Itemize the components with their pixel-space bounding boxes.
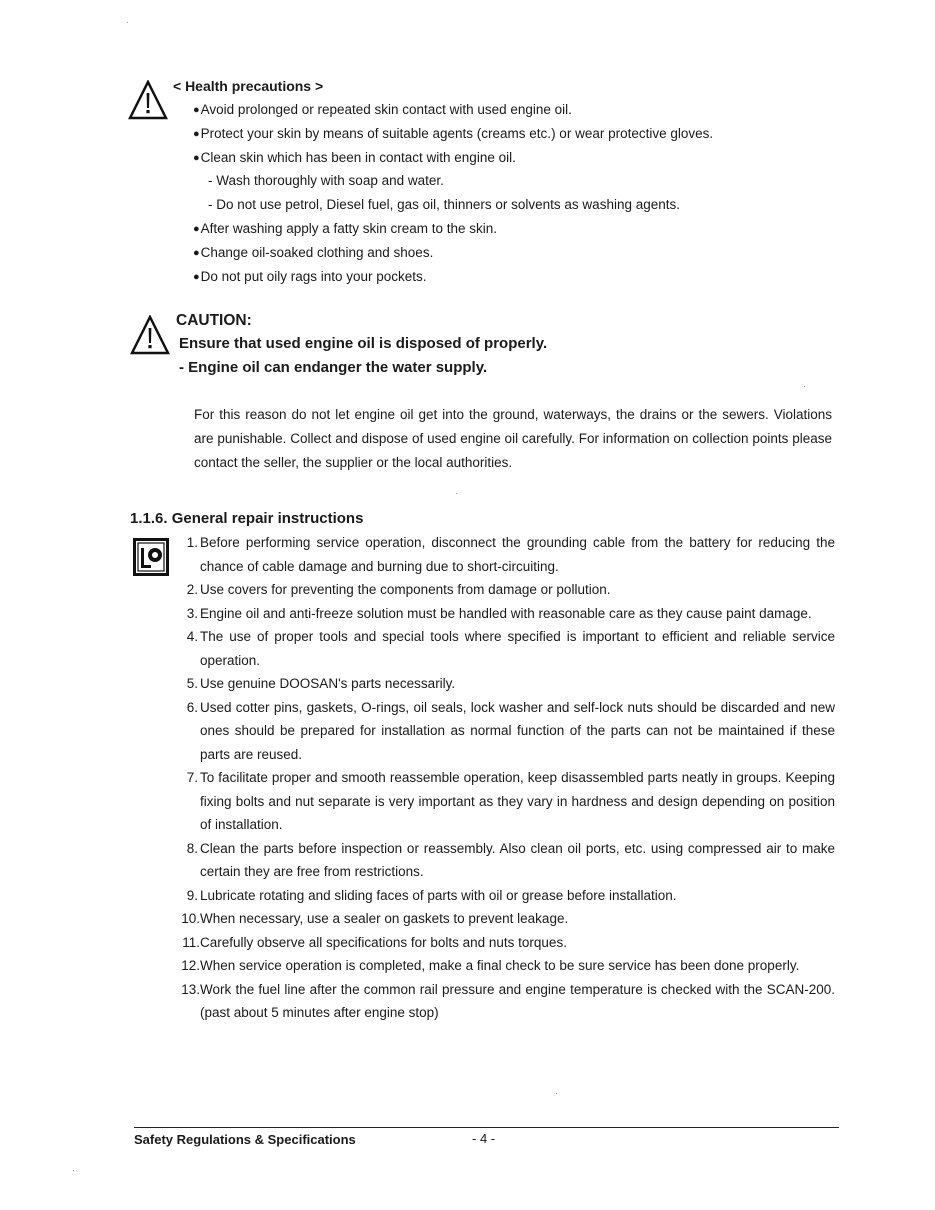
health-item-text: - Wash thoroughly with soap and water. bbox=[208, 173, 444, 189]
repair-step-number: 5. bbox=[186, 676, 198, 691]
bullet-dot-icon: ● bbox=[193, 246, 200, 259]
repair-step-text: Work the fuel line after the common rail pressure and engine temperature is checked with the SCAN-200. (past about 5 minutes after engine stop) bbox=[200, 981, 835, 1020]
repair-step bbox=[176, 531, 835, 578]
footer-divider bbox=[134, 1127, 839, 1128]
repair-step-number: 2. bbox=[186, 582, 198, 597]
repair-step-number: 10. bbox=[181, 911, 200, 926]
repair-instructions-list bbox=[176, 531, 835, 1025]
repair-step-text: The use of proper tools and special tools where specified is important to efficient and reliable service operation. bbox=[200, 629, 835, 668]
health-bullet-item bbox=[193, 146, 713, 170]
health-precautions-list bbox=[193, 98, 713, 288]
repair-step-text: Used cotter pins, gaskets, O-rings, oil seals, lock washer and self-lock nuts should be discarded and new ones should be prepared for installation as normal function of the parts can not be maintained if these parts are reused. bbox=[200, 699, 835, 762]
section-title-general-repair: 1.1.6. General repair instructions bbox=[130, 510, 364, 527]
repair-step-text: Lubricate rotating and sliding faces of parts with oil or grease before installation. bbox=[200, 887, 677, 903]
bullet-dot-icon: ● bbox=[193, 270, 200, 283]
repair-step-number: 12. bbox=[181, 958, 200, 973]
repair-step-number: 13. bbox=[181, 981, 200, 997]
health-item-text: - Do not use petrol, Diesel fuel, gas oil, thinners or solvents as washing agents. bbox=[208, 197, 680, 213]
repair-step-number: 3. bbox=[186, 605, 198, 621]
health-item-text: Protect your skin by means of suitable agents (creams etc.) or wear protective gloves. bbox=[200, 125, 714, 141]
caution-line-disposal: Ensure that used engine oil is disposed of properly. bbox=[179, 335, 548, 352]
repair-step-text: To facilitate proper and smooth reassemble operation, keep disassembled parts neatly in groups. Keeping fixing bolts and nut separate is very important as they vary in hardness and design depending on position of installation. bbox=[200, 770, 835, 832]
repair-step-text: When service operation is completed, make a final check to be sure service has been done properly. bbox=[200, 958, 800, 973]
repair-step-number: 11. bbox=[182, 934, 200, 950]
scan-speck bbox=[127, 22, 128, 23]
footer-section-name: Safety Regulations & Specifications bbox=[134, 1132, 356, 1147]
repair-step-text: Carefully observe all specifications for bolts and nuts torques. bbox=[200, 934, 567, 950]
health-bullet-item bbox=[193, 98, 713, 122]
health-sub-item bbox=[193, 169, 713, 193]
repair-step-text: Use genuine DOOSAN's parts necessarily. bbox=[200, 676, 456, 691]
repair-step-text: Before performing service operation, disconnect the grounding cable from the battery for reducing the chance of cable damage and burning due to short-circuiting. bbox=[200, 535, 835, 574]
health-precautions-title: < Health precautions > bbox=[173, 78, 324, 94]
repair-step bbox=[176, 625, 835, 672]
caution-title: CAUTION: bbox=[176, 312, 252, 329]
caution-triangle-icon bbox=[130, 315, 170, 355]
repair-step bbox=[176, 766, 835, 837]
health-bullet-item bbox=[193, 265, 713, 289]
repair-step bbox=[176, 954, 835, 978]
bullet-dot-icon: ● bbox=[193, 151, 200, 164]
repair-step-number: 1. bbox=[186, 535, 198, 550]
health-bullet-item bbox=[193, 217, 713, 241]
scan-speck bbox=[73, 1170, 74, 1171]
health-item-text: Change oil-soaked clothing and shoes. bbox=[200, 244, 434, 260]
health-item-text: Do not put oily rags into your pockets. bbox=[200, 268, 427, 284]
bullet-dot-icon: ● bbox=[193, 127, 200, 140]
repair-step bbox=[176, 672, 835, 696]
disposal-paragraph: For this reason do not let engine oil get into the ground, waterways, the drains or the sewers. Violations are punishable. Collect and dispose of used engine oil carefully. For information on collection points please contact the seller, the supplier or the local authorities. bbox=[194, 407, 832, 470]
repair-step bbox=[176, 884, 835, 908]
scan-speck bbox=[556, 1093, 557, 1094]
footer-page-number: - 4 - bbox=[472, 1131, 496, 1146]
repair-step bbox=[176, 578, 835, 602]
repair-step bbox=[176, 931, 835, 955]
repair-step-number: 4. bbox=[186, 629, 198, 644]
bullet-dot-icon: ● bbox=[193, 222, 200, 235]
repair-step-text: Engine oil and anti-freeze solution must be handled with reasonable care as they cause paint damage. bbox=[200, 605, 812, 621]
health-sub-item bbox=[193, 193, 713, 217]
repair-step bbox=[176, 837, 835, 884]
repair-step bbox=[176, 602, 835, 626]
health-bullet-item bbox=[193, 122, 713, 146]
repair-manual-icon bbox=[133, 538, 169, 576]
repair-step-number: 8. bbox=[186, 840, 198, 856]
repair-step-text: Use covers for preventing the components from damage or pollution. bbox=[200, 582, 611, 597]
bullet-dot-icon: ● bbox=[193, 104, 200, 116]
caution-line-water: - Engine oil can endanger the water supply. bbox=[179, 359, 488, 376]
repair-step-text: Clean the parts before inspection or reassembly. Also clean oil ports, etc. using compressed air to make certain they are free from restrictions. bbox=[200, 840, 835, 879]
repair-step-number: 7. bbox=[186, 770, 198, 785]
warning-triangle-icon bbox=[128, 80, 168, 120]
repair-step-text: When necessary, use a sealer on gaskets to prevent leakage. bbox=[200, 911, 569, 926]
scan-speck bbox=[456, 493, 457, 494]
scan-speck bbox=[804, 386, 805, 387]
repair-step bbox=[176, 978, 835, 1025]
repair-step-number: 9. bbox=[186, 887, 198, 903]
health-bullet-item bbox=[193, 241, 713, 265]
health-item-text: After washing apply a fatty skin cream to the skin. bbox=[200, 220, 498, 236]
repair-step bbox=[176, 907, 835, 931]
health-item-text: Clean skin which has been in contact with engine oil. bbox=[200, 149, 516, 165]
repair-step bbox=[176, 696, 835, 767]
repair-step-number: 6. bbox=[186, 699, 198, 715]
health-item-text: Avoid prolonged or repeated skin contact with used engine oil. bbox=[200, 102, 572, 117]
